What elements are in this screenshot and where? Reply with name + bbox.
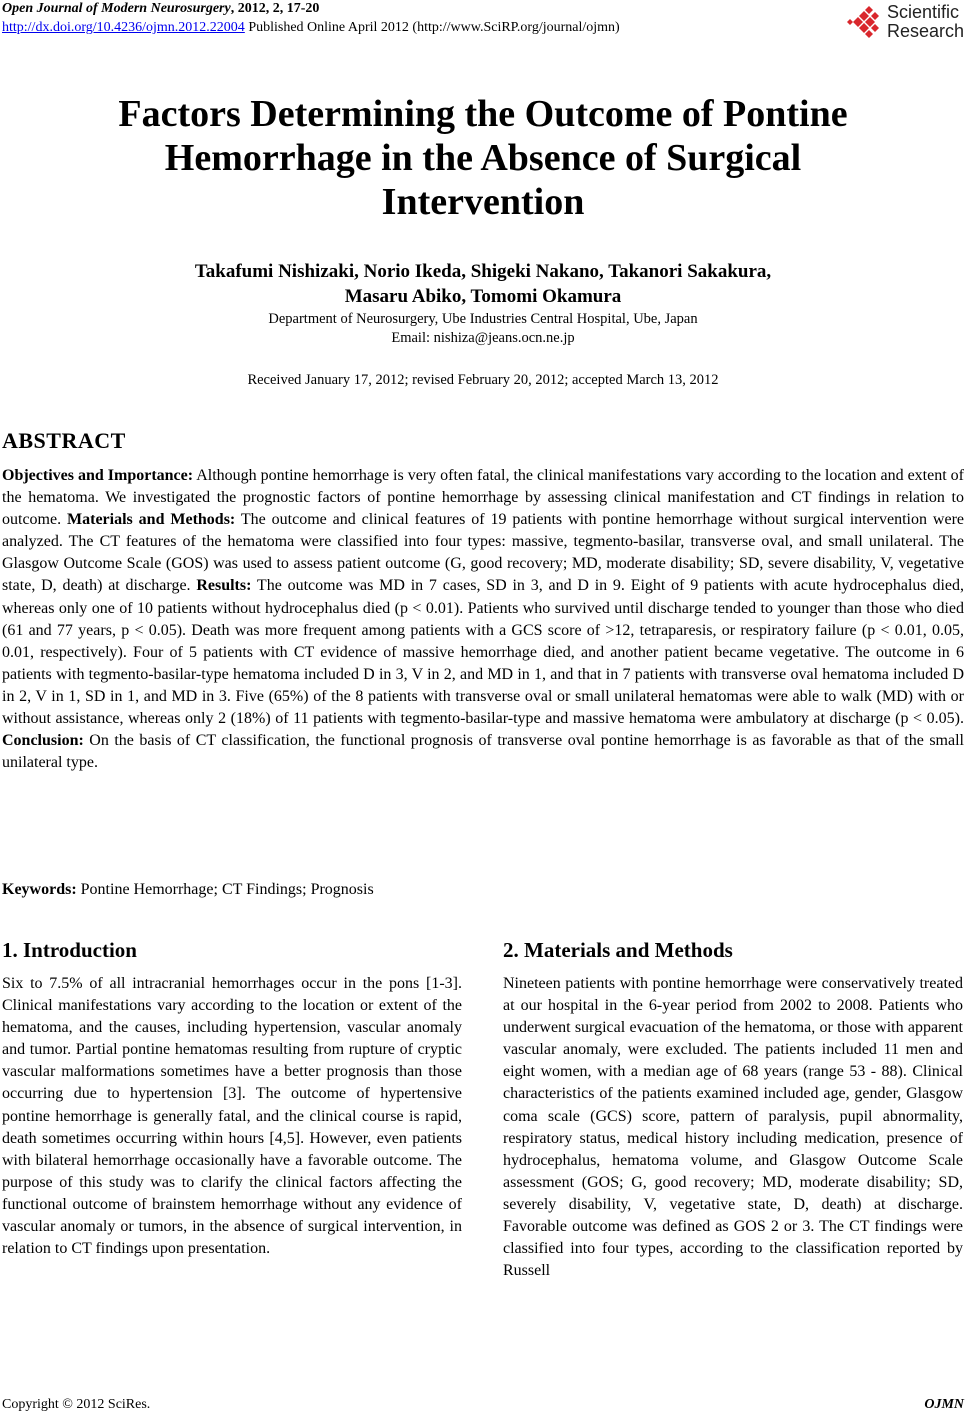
logo-word-scientific: Scientific xyxy=(887,2,960,22)
results-label: Results: xyxy=(196,577,252,595)
conclusion-text: On the basis of CT classification, the functional prognosis of transverse oval pontine hemorrhage is as favorable as that of the small unilateral type. xyxy=(2,732,964,772)
affiliation-block xyxy=(60,310,906,348)
affiliation: Department of Neurosurgery, Ube Industries Central Hospital, Ube, Japan xyxy=(268,311,698,327)
conclusion-label: Conclusion: xyxy=(2,732,84,750)
journal-volume: , 2012, 2, 17-20 xyxy=(230,1,320,16)
doi-line xyxy=(2,20,620,36)
keywords-label: Keywords: xyxy=(2,881,77,898)
methods-text: The outcome and clinical features of 19 patients with pontine hemorrhage without surgical intervention were analyzed. The CT features of the hematoma were classified into four types: massive, tegmento-basilar, transverse oval, and small unilateral. The Glasgow Outcome Scale (GOS) was used to assess patient outcome (G, good recovery; MD, moderate disability; SD, severe disability, V, vegetative state, D, death) at discharge. xyxy=(2,511,964,595)
authors-line-1: Takafumi Nishizaki, Norio Ikeda, Shigeki Nakano, Takanori Sakakura, xyxy=(194,261,772,282)
abstract-body xyxy=(2,465,964,774)
keywords-text: Pontine Hemorrhage; CT Findings; Prognosis xyxy=(76,881,374,898)
methods-heading: 2. Materials and Methods xyxy=(503,938,733,962)
authors-line-2: Masaru Abiko, Tomomi Okamura xyxy=(344,286,622,307)
publisher-logo xyxy=(845,2,966,44)
doi-link[interactable]: http://dx.doi.org/10.4236/ojmn.2012.22004 xyxy=(2,20,245,35)
abstract-heading: ABSTRACT xyxy=(2,428,126,453)
results-text: The outcome was MD in 7 cases, SD in 3, and D in 9. Eight of 9 patients with acute hydrocephalus died, whereas only one of 10 patients without hydrocephalus died (p < 0.01). Patients who survived until discharge tended to younger than those who died (61 and 77 years, p < 0.05). Death was more frequent among patients with a GCS score of >12, tetraparesis, or respiratory failure (p < 0.01, 0.05, 0.01, respectively). Four of 5 patients with CT evidence of massive hemorrhage died, and another patient became vegetative. The outcome in 6 patients with tegmento-basilar-type hematoma included D in 3, V in 2, and MD in 1, and that in 7 patients with transverse oval hematoma included D in 2, V in 1, SD in 1, and MD in 3. Five (65%) of the 8 patients with transverse oval or small unilateral hematomas were able to walk (MD) with or without assistance, whereas only 2 (18%) of 11 patients with tegmento-basilar-type and massive hematoma were ambulatory at discharge (p < 0.05). xyxy=(2,577,964,728)
copyright: Copyright © 2012 SciRes. xyxy=(2,1397,151,1412)
keywords xyxy=(2,881,374,899)
received-dates: Received January 17, 2012; revised February 20, 2012; accepted March 13, 2012 xyxy=(247,372,719,388)
author-email: Email: nishiza@jeans.ocn.ne.jp xyxy=(391,330,575,346)
introduction-heading: 1. Introduction xyxy=(2,938,137,962)
journal-name: Open Journal of Modern Neurosurgery xyxy=(2,1,231,16)
journal-abbreviation: OJMN xyxy=(924,1397,964,1412)
introduction-text: Six to 7.5% of all intracranial hemorrhages occur in the pons [1-3]. Clinical manifestations vary according to the location or extent of the hematoma, and the causes, including hypertension, vascular anomaly and tumor. Partial pontine hematomas resulting from rupture of cryptic vascular malformations sometimes have a better prognosis than those occurring due to hypertension [3]. The outcome of hypertensive pontine hemorrhage is generally fatal, and the clinical course is rapid, death sometimes occurring within hours [4,5]. However, even patients with bilateral hemorrhage occasionally have a favorable outcome. The purpose of this study was to clarify the clinical factors affecting the functional outcome of brainstem hemorrhage without any evidence of vascular anomaly or tumors, in the absence of surgical intervention, in relation to CT findings upon presentation. xyxy=(2,975,462,1258)
scientific-research-logo-icon xyxy=(845,2,885,42)
methods-label: Materials and Methods: xyxy=(67,511,236,529)
journal-citation xyxy=(2,1,319,17)
logo-word-research: Research xyxy=(887,21,965,41)
publication-note: Published Online April 2012 (http://www.SciRP.org/journal/ojmn) xyxy=(244,20,620,35)
author-list xyxy=(60,259,906,309)
methods-section-text: Nineteen patients with pontine hemorrhage were conservatively treated at our hospital in the 6-year period from 2002 to 2008. Patients who underwent surgical evacuation of the hematoma, or those with apparent vascular anomaly, were excluded. The patients included 11 men and eight women, with a median age of 68 years (range 53 - 88). Clinical characteristics of the patients examined included age, gender, Glasgow coma scale (GCS) score, pattern of paralysis, pupil abnormality, respiratory status, medical history including medication, presence of hydrocephalus, hematoma volume, and Glasgow Outcome Scale assessment (GOS; G, good recovery; MD, moderate disability; SD, severely disability, V, vegetative state, D, death) at discharge. Favorable outcome was defined as GOS 2 or 3. The CT findings were classified into four types, according to the classification reported by Russell xyxy=(503,975,963,1280)
objectives-text: Although pontine hemorrhage is very often fatal, the clinical manifestations vary according to the location and extent of the hematoma. We investigated the prognostic factors of pontine hemorrhage by assessing clinical manifestation and CT findings in relation to outcome. xyxy=(2,467,964,529)
article-title: Factors Determining the Outcome of Pontine Hemorrhage in the Absence of Surgical Intervention xyxy=(118,93,848,223)
objectives-label: Objectives and Importance: xyxy=(2,467,194,484)
